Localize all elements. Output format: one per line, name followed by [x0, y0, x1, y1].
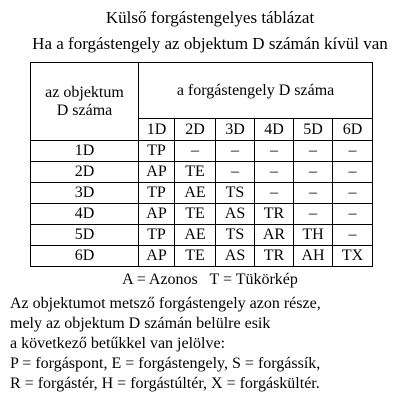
table-cell: AP — [139, 246, 175, 267]
corner-header-line1: az objektum — [45, 83, 124, 101]
page-title: Külső forgástengelyes táblázat — [105, 8, 315, 27]
table-cell: – — [216, 141, 255, 162]
corner-header — [31, 63, 139, 141]
table-cell: – — [255, 162, 294, 183]
table-cell: AH — [294, 246, 333, 267]
table-cell: TS — [216, 225, 255, 246]
column-header: 2D — [175, 119, 216, 141]
table-cell: TR — [255, 246, 294, 267]
table-cell: AS — [216, 204, 255, 225]
legend: A = Azonos T = Tükörkép — [122, 271, 298, 288]
column-header: 4D — [255, 119, 294, 141]
table-cell: AR — [255, 225, 294, 246]
table-cell: – — [294, 183, 333, 204]
note-line: P = forgáspont, E = forgástengely, S = forgássík, — [10, 355, 321, 372]
table-cell: – — [294, 204, 333, 225]
table-cell: AP — [139, 162, 175, 183]
column-header: 3D — [216, 119, 255, 141]
note-line: mely az objektum D számán belülre esik — [10, 315, 271, 332]
column-header: 1D — [139, 119, 175, 141]
table-cell: TH — [294, 225, 333, 246]
explanation-text — [10, 294, 415, 394]
table-cell: AP — [139, 204, 175, 225]
table-cell: TE — [175, 204, 216, 225]
table-cell: – — [255, 183, 294, 204]
note-line: a következő betűkkel van jelölve: — [10, 335, 226, 352]
table-row — [31, 225, 373, 246]
corner-header-line2: D száma — [56, 101, 113, 119]
table-cell: – — [333, 183, 373, 204]
table-row — [31, 246, 373, 267]
rotation-axis-table — [30, 62, 373, 267]
table-cell: – — [294, 141, 333, 162]
row-header: 4D — [31, 204, 139, 225]
column-header: 6D — [333, 119, 373, 141]
note-line: Az objektumot metsző forgástengely azon része, — [10, 295, 321, 312]
table-cell: AS — [216, 246, 255, 267]
table-cell: – — [294, 162, 333, 183]
table-cell: TP — [139, 225, 175, 246]
row-header: 5D — [31, 225, 139, 246]
table-cell: – — [333, 162, 373, 183]
table-cell: TX — [333, 246, 373, 267]
page-subtitle: Ha a forgástengely az objektum D számán kívül van — [32, 34, 388, 53]
table-row — [31, 162, 373, 183]
note-line: R = forgástér, H = forgástúltér, X = forgáskültér. — [10, 375, 320, 392]
column-group-header: a forgástengely D száma — [139, 63, 373, 119]
table-row — [31, 183, 373, 204]
table-cell: – — [255, 141, 294, 162]
table-cell: TR — [255, 204, 294, 225]
table-cell: TS — [216, 183, 255, 204]
row-header: 6D — [31, 246, 139, 267]
table-cell: – — [216, 162, 255, 183]
table-cell: TE — [175, 162, 216, 183]
row-header: 3D — [31, 183, 139, 204]
column-header: 5D — [294, 119, 333, 141]
table-cell: – — [333, 141, 373, 162]
table-cell: AE — [175, 183, 216, 204]
row-header: 1D — [31, 141, 139, 162]
table-row — [31, 141, 373, 162]
row-header: 2D — [31, 162, 139, 183]
table-row — [31, 204, 373, 225]
table-cell: TP — [139, 183, 175, 204]
table-cell: AE — [175, 225, 216, 246]
table-cell: TE — [175, 246, 216, 267]
table-cell: – — [333, 225, 373, 246]
table-cell: – — [175, 141, 216, 162]
table-cell: – — [333, 204, 373, 225]
table-cell: TP — [139, 141, 175, 162]
